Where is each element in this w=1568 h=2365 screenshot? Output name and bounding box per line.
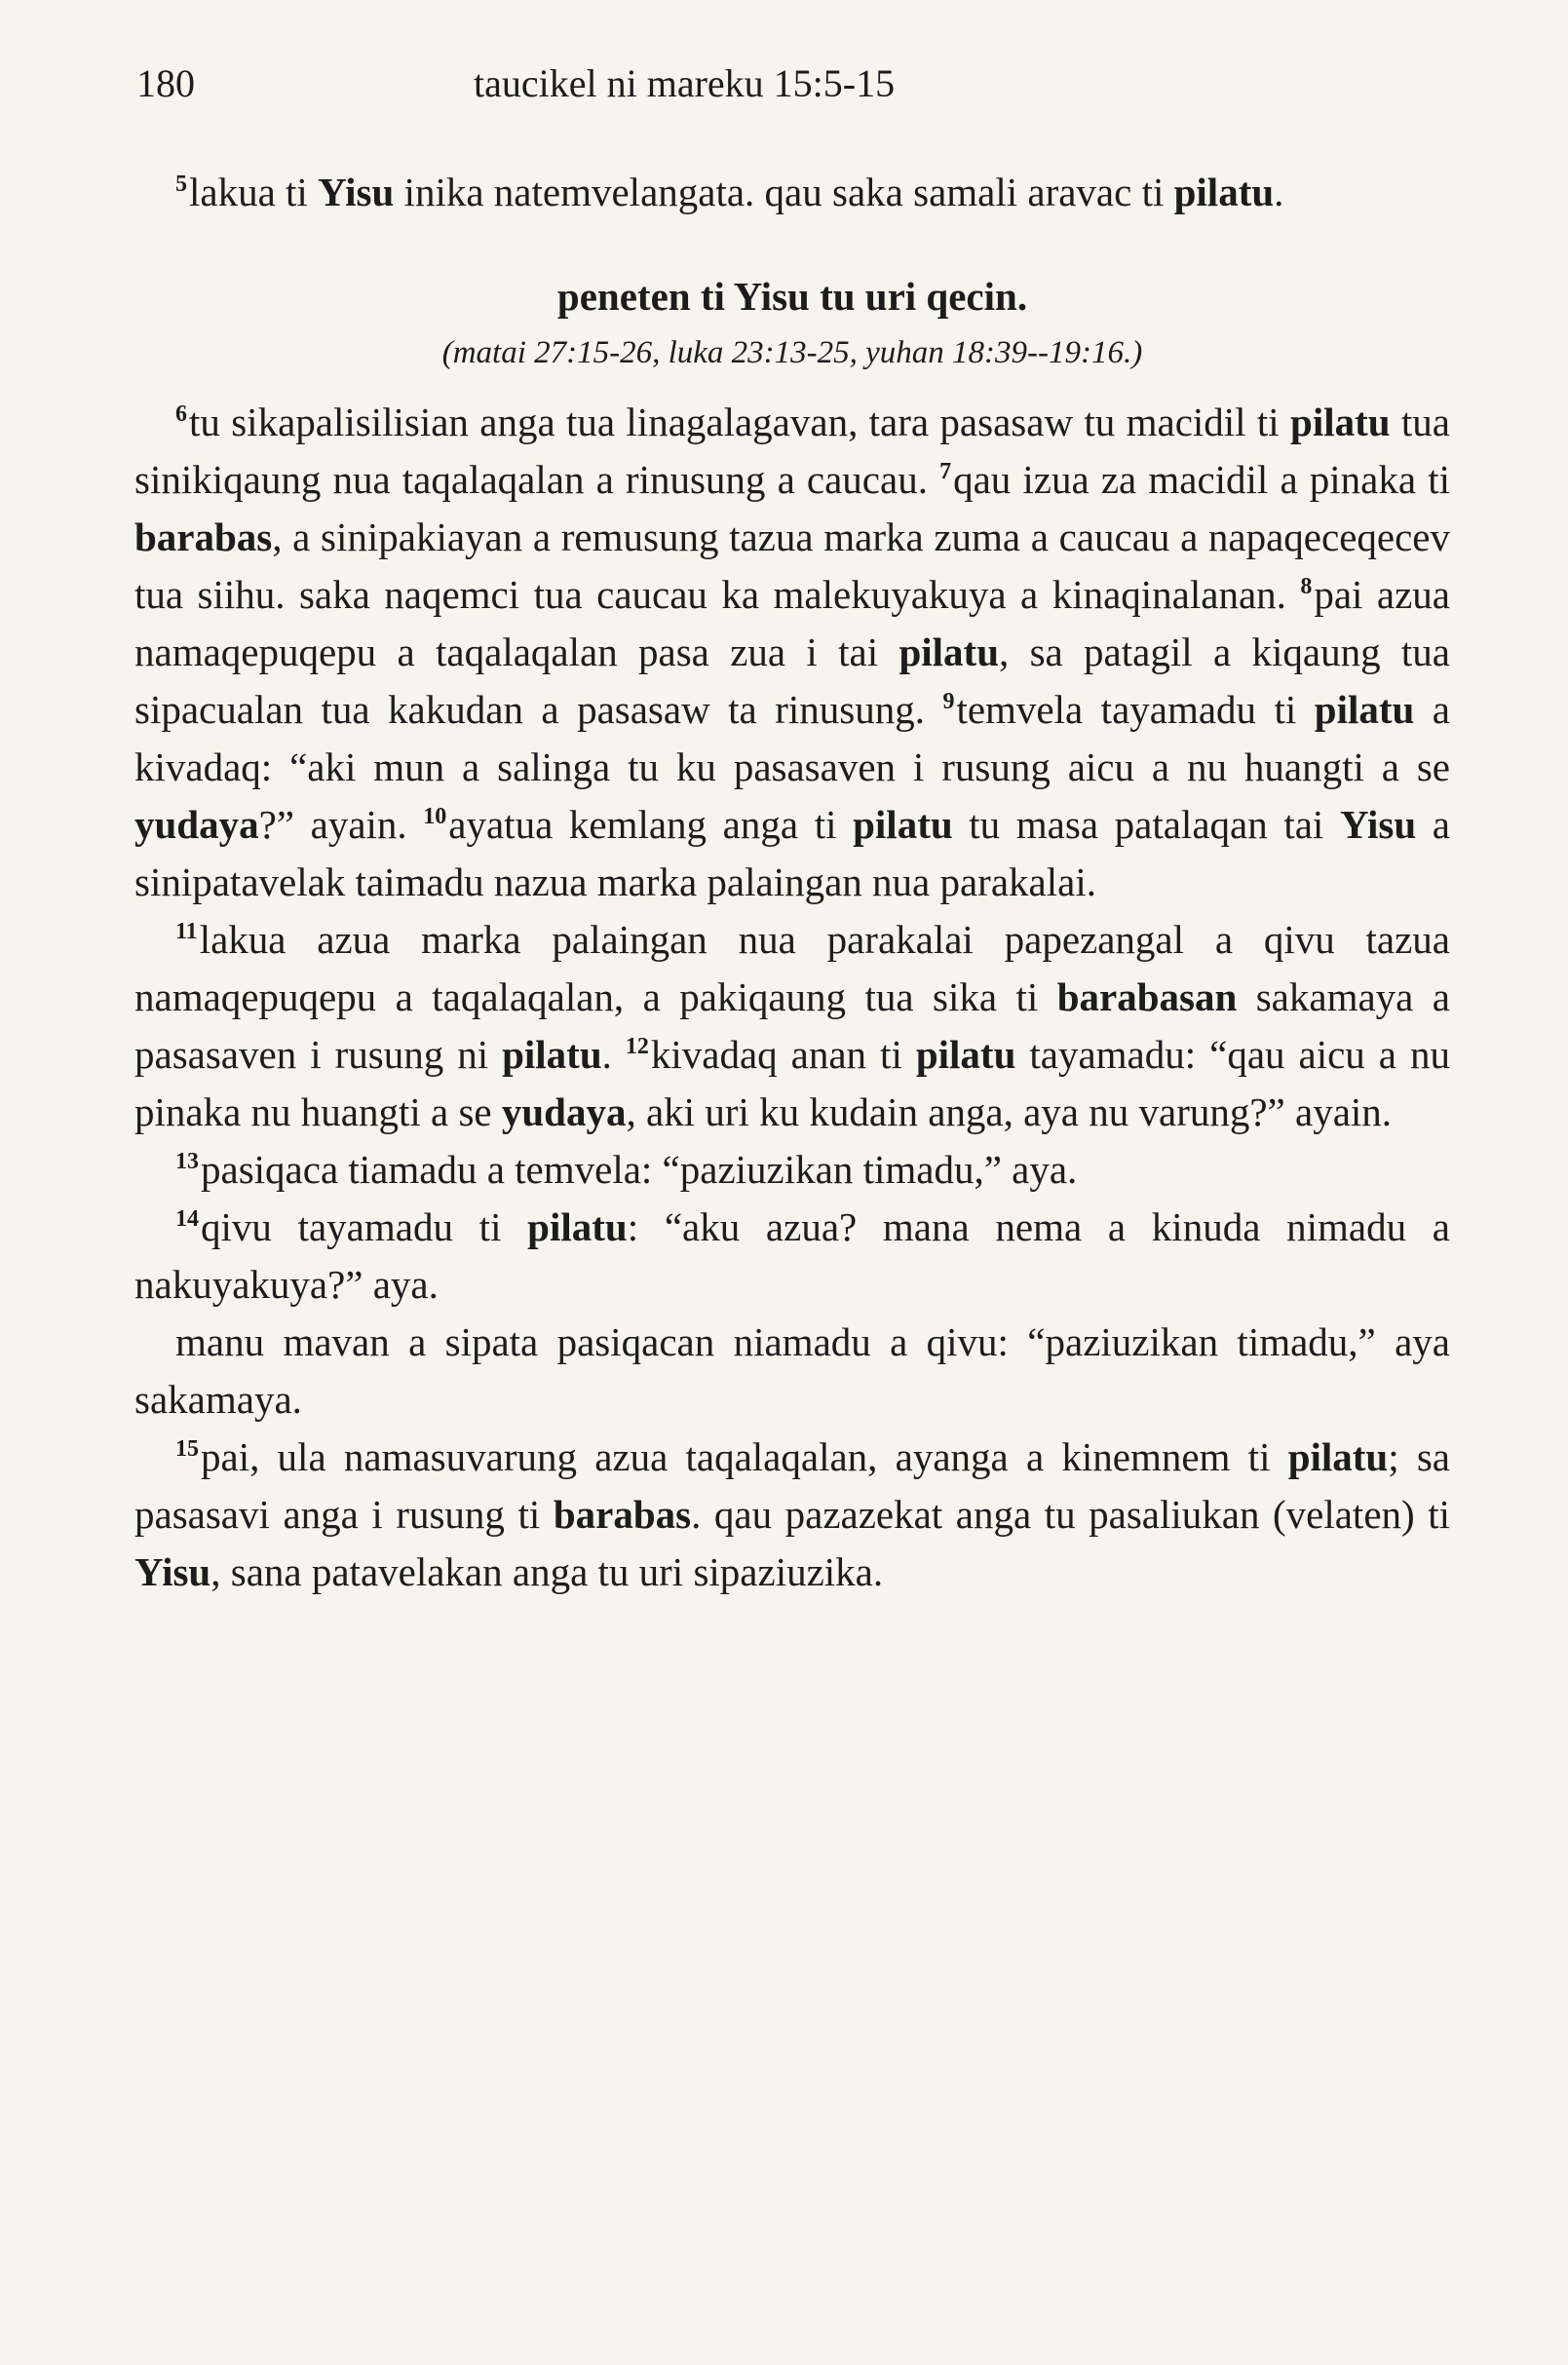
cross-reference: (matai 27:15-26, luka 23:13-25, yuhan 18:39--19:16.) [441,335,1143,370]
verse-number: 5 [175,172,187,197]
verse-13: $^{13}$pasiqaca tiamadu a temvela: “paziuzikan timadu,” aya. [175,1147,1078,1192]
verse-number: 7 [939,459,952,484]
verse-14: $^{14}$qivu tayamadu ti pilatu: “aku azua? mana nema a kinuda nimadu a nakuyakuya?” aya. [134,1204,1450,1307]
page-body [134,164,1450,1601]
verse-5: $^5$lakua ti Yisu inika natemvelangata. qau saka samali aravac ti pilatu. [175,170,1284,214]
verse-number: 12 [625,1034,649,1059]
section-heading: peneten ti Yisu tu uri qecin. [556,274,1028,319]
verse-number: 9 [942,689,955,714]
verse-number: 14 [175,1206,199,1232]
verse-number: 10 [423,804,447,829]
verse-number: 11 [175,919,198,944]
verse-number: 13 [175,1149,199,1174]
verses-11-12: $^{11}$lakua azua marka palaingan nua parakalai papezangal a qivu tazua namaqepuqepu a taqalaqalan, a pakiqaung tua sika ti barabasan sakamaya a pasasaven i rusung ni pilatu. $^{12}$kivadaq anan ti pilatu tayamadu: “qau aicu a nu pinaka nu huangti a se yudaya, aki uri ku kudain anga, aya nu varung?” ayain. [134,917,1450,1134]
verse-number: 6 [175,401,187,427]
verse-number: 15 [175,1436,199,1462]
verse-15: $^{15}$pai, ula namasuvarung azua taqalaqalan, ayanga a kinemnem ti pilatu; sa pasasavi anga i rusung ti barabas. qau pazazekat anga tu pasaliukan (velaten) ti Yisu, sana patavelakan anga tu uri sipaziuzika. [134,1434,1451,1594]
page-number: 180 [136,61,195,105]
running-title: taucikel ni mareku 15:5-15 [474,61,896,105]
paragraph-manu: manu mavan a sipata pasiqacan niamadu a qivu: “paziuzikan timadu,” aya sakamaya. [134,1319,1450,1422]
verse-number: 8 [1300,574,1313,599]
verses-6-10: $^6$tu sikapalisilisian anga tua linagalagavan, tara pasasaw tu macidil ti pilatu tua sinikiqaung nua taqalaqalan a rinusung a caucau. $^7$qau izua za macidil a pinaka ti barabas, a sinipakiayan a remusung tazua marka zuma a caucau a napaqeceqecev tua siihu. saka naqemci tua caucau ka malekuyakuya a kinaqinalanan. $^8$pai azua namaqepuqepu a taqalaqalan pasa zua i tai pilatu, sa patagil a kiqaung tua sipacualan tua kakudan a pasasaw ta rinusung. $^9$temvela tayamadu ti pilatu a kivadaq: “aki mun a salinga tu ku pasasaven i rusung aicu a nu huangti a se yudaya?” ayain. $^{10}$ayatua kemlang anga ti pilatu tu masa patalaqan tai Yisu a sinipatavelak taimadu nazua marka palaingan nua parakalai. [134,400,1451,904]
